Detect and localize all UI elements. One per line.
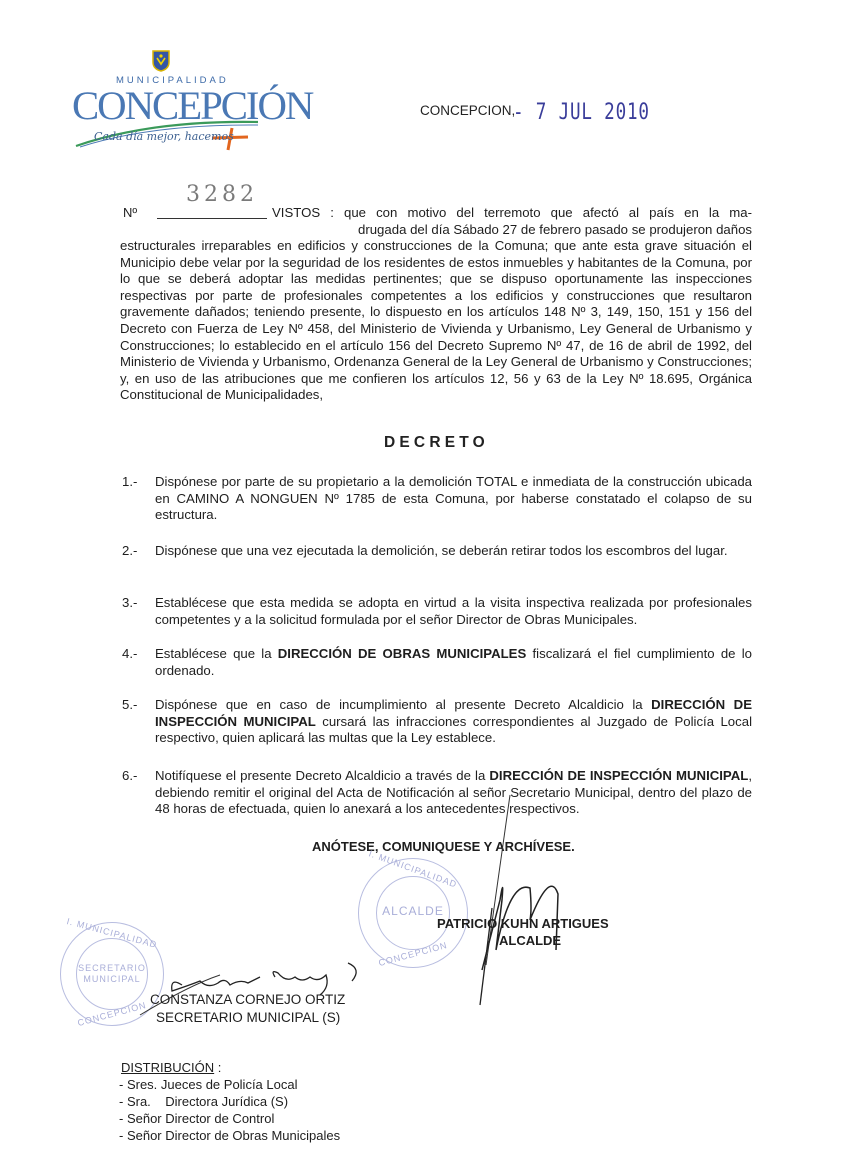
item-number: 6.-	[122, 768, 138, 783]
item-text-part: fiscalizará el fiel cumplimiento de lo ordenado.	[155, 646, 752, 678]
item-text	[155, 646, 752, 679]
item-text-part: Dispónese que en caso de incumplimiento al presente Decreto Alcaldicio la	[155, 697, 652, 712]
distribution-item: - Señor Director de Control	[119, 1111, 275, 1126]
distribution-colon: :	[214, 1060, 222, 1075]
distribution-item: - Sres. Jueces de Policía Local	[119, 1077, 298, 1092]
item-text-part: , debiendo remitir el original del Acta de Notificación al señor Secretario Municipal, dentro del plazo de 48 horas de efectuada, quien lo anexará a los antecedentes respectivos.	[155, 768, 752, 817]
item-text-part: cursará las infracciones correspondientes al Juzgado de Policía Local respectivo, quien aplicará las multas que la Ley establece.	[155, 713, 752, 746]
item-text-part: Establécese que esta medida se adopta en virtud a la visita inspectiva realizada por profesionales competentes y a la solicitud formulada por el señor Director de Obras Municipales.	[155, 595, 752, 627]
distribution-item: - Sra. Directora Jurídica (S)	[119, 1094, 289, 1109]
mayor-signature	[440, 790, 580, 1010]
distribution-heading	[121, 1060, 221, 1075]
item-number: 4.-	[122, 646, 138, 661]
coat-of-arms-icon	[152, 50, 170, 72]
municipality-logo	[72, 48, 313, 158]
mayor-seal-top-text: I. MUNICIPALIDAD	[367, 848, 459, 890]
item-text-part: Notifíquese el presente Decreto Alcaldicio a través de la	[155, 768, 490, 783]
item-text-part: Dispónese que una vez ejecutada la demolición, se deberán retirar todos los escombros del lugar.	[155, 543, 728, 558]
secretary-seal-top-text: I. MUNICIPALIDAD	[65, 916, 159, 950]
item-text	[155, 543, 752, 560]
item-number: 5.-	[122, 697, 138, 712]
item-text-bold: DIRECCIÓN DE INSPECCIÓN MUNICIPAL	[155, 697, 752, 729]
item-text	[155, 697, 752, 747]
secretary-seal-center-text-2: MUNICIPAL	[83, 974, 141, 984]
secretary-seal-bottom-text: CONCEPCION	[76, 999, 148, 1029]
item-text-part: Dispónese por parte de su propietario a la demolición TOTAL e inmediata de la construcción ubicada en CAMINO A NONGUEN Nº 1785 de esta Comuna, por haberse constatado el colapso de su estructura.	[155, 474, 752, 523]
mayor-seal-bottom-text: CONCEPCION	[377, 939, 449, 969]
vistos-line-1: VISTOS : que con motivo del terremoto que afectó al país en la ma-	[272, 205, 752, 220]
mayor-name: PATRICIO KUHN ARTIGUES	[437, 916, 609, 931]
item-text	[155, 474, 752, 524]
decreto-heading: DECRETO	[384, 434, 489, 451]
item-text-bold: DIRECCIÓN DE INSPECCIÓN MUNICIPAL	[489, 768, 749, 783]
secretary-name: CONSTANZA CORNEJO ORTIZ	[150, 992, 346, 1007]
distribution-title: DISTRIBUCIÓN	[121, 1060, 215, 1075]
city-label: CONCEPCION,	[420, 103, 516, 118]
logo-name-text: CONCEPCIÓN	[72, 83, 313, 128]
decree-number-value: 3282	[186, 182, 258, 207]
mayor-title: ALCALDE	[499, 933, 562, 948]
item-number: 3.-	[122, 595, 138, 610]
distribution-item: - Señor Director de Obras Municipales	[119, 1128, 341, 1143]
closing-formula: ANÓTESE, COMUNIQUESE Y ARCHÍVESE.	[312, 839, 575, 854]
secretary-seal-center-text-1: SECRETARIO	[78, 963, 146, 973]
date-stamp: - 7 JUL 2010	[513, 100, 650, 125]
logo-slogan: Cada día mejor, hacemos	[94, 130, 234, 143]
logo-municipalidad-text: MUNICIPALIDAD	[116, 75, 229, 86]
vistos-line-2: drugada del día Sábado 27 de febrero pasado se produjeron daños	[358, 222, 752, 237]
item-number: 2.-	[122, 543, 138, 558]
item-number: 1.-	[122, 474, 138, 489]
item-text	[155, 595, 752, 628]
decree-number-line	[157, 218, 267, 219]
vistos-body: estructurales irreparables en edificios y construcciones de la Comuna; que ante esta grave situación el Municipio debe velar por la seguridad de los residentes de estos inmuebles y habitantes de la Comuna, por lo que se deberá adoptar las medidas pertinentes; que se dispuso oportunamente las inspecciones respectivas por parte de profesionales competentes a los edificios y construcciones que resultaron gravemente dañados; teniendo presente, lo dispuesto en los artículos 148 Nº 3, 149, 150, 151 y 156 del Decreto con Fuerza de Ley Nº 458, del Ministerio de Vivienda y Urbanismo, Ley General de Urbanismo y Construcciones; lo establecido en el artículo 156 del Decreto Supremo Nº 47, de 16 de abril de 1992, del Ministerio de Vivienda y Urbanismo, Ordenanza General de la Ley General de Urbanismo y Construcciones; y, en uso de las atribuciones que me confieren los artículos 12, 56 y 63 de la Ley Nº 18.695, Orgánica Constitucional de Municipalidades,	[120, 238, 752, 403]
item-text-part: Establécese que la	[155, 646, 278, 661]
item-text-bold: DIRECCIÓN DE OBRAS MUNICIPALES	[277, 646, 527, 661]
decree-number-label: Nº	[123, 205, 138, 220]
mayor-seal-center-text: ALCALDE	[382, 904, 444, 918]
secretary-title: SECRETARIO MUNICIPAL (S)	[156, 1010, 341, 1025]
